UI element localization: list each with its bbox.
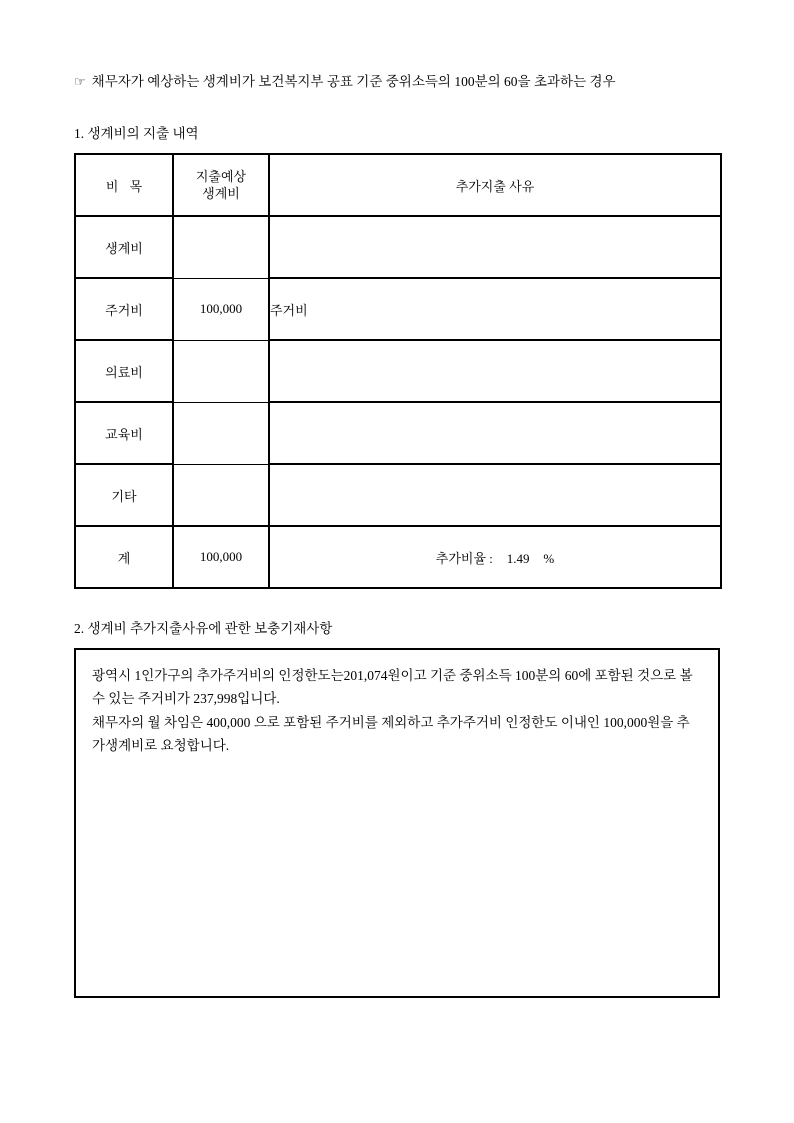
header-amount-line1: 지출예상 (195, 168, 247, 184)
ratio-label: 추가비율 : (435, 550, 493, 566)
table-row (75, 278, 721, 340)
heading-line (74, 72, 720, 92)
row-amount[interactable] (173, 464, 269, 526)
table-total-row (75, 526, 721, 588)
section-2-title: 2. 생계비 추가지출사유에 관한 보충기재사항 (74, 621, 333, 637)
row-amount[interactable] (173, 402, 269, 464)
header-item (75, 154, 173, 216)
supplementary-note-box[interactable] (74, 648, 720, 998)
row-amount[interactable] (173, 340, 269, 402)
header-amount-line2: 생계비 (202, 186, 240, 202)
header-reason-label: 추가지출 사유 (455, 178, 535, 194)
row-item: 의료비 (75, 340, 173, 402)
note-paragraph-2: 채무자의 월 차임은 400,000 으로 포함된 주거비를 제외하고 추가주거비 인정한도 이내인 100,000원을 추가생계비로 요청합니다. (92, 714, 690, 753)
note-paragraph-1: 광역시 1인가구의 추가주거비의 인정한도는201,074원이고 기준 중위소득 100분의 60에 포함된 것으로 볼 수 있는 주거비가 237,998입니다. (92, 668, 693, 707)
section-1-title: 1. 생계비의 지출 내역 (74, 126, 199, 142)
total-item: 계 (75, 526, 173, 588)
row-item: 기타 (75, 464, 173, 526)
header-item-label: 비 목 (105, 178, 147, 194)
total-ratio-cell (269, 526, 721, 588)
row-reason[interactable] (269, 402, 721, 464)
table-row (75, 340, 721, 402)
row-reason[interactable] (269, 464, 721, 526)
row-item: 교육비 (75, 402, 173, 464)
table-row (75, 402, 721, 464)
row-amount[interactable]: 100,000 (173, 278, 269, 340)
expense-table (74, 153, 722, 589)
ratio-unit: % (543, 550, 555, 566)
row-item: 주거비 (75, 278, 173, 340)
table-row (75, 464, 721, 526)
row-reason[interactable] (269, 340, 721, 402)
document-content (74, 72, 720, 998)
pointing-hand-icon: ☞ (74, 74, 86, 89)
row-item: 생계비 (75, 216, 173, 278)
header-amount (173, 154, 269, 216)
table-header-row (75, 154, 721, 216)
row-reason[interactable]: 주거비 (269, 278, 721, 340)
row-reason[interactable] (269, 216, 721, 278)
total-amount[interactable]: 100,000 (173, 526, 269, 588)
table-row (75, 216, 721, 278)
heading-text: 채무자가 예상하는 생계비가 보건복지부 공표 기준 중위소득의 100분의 60을 초과하는 경우 (91, 74, 616, 89)
header-reason (269, 154, 721, 216)
ratio-value[interactable]: 1.49 (506, 550, 530, 566)
row-amount[interactable] (173, 216, 269, 278)
